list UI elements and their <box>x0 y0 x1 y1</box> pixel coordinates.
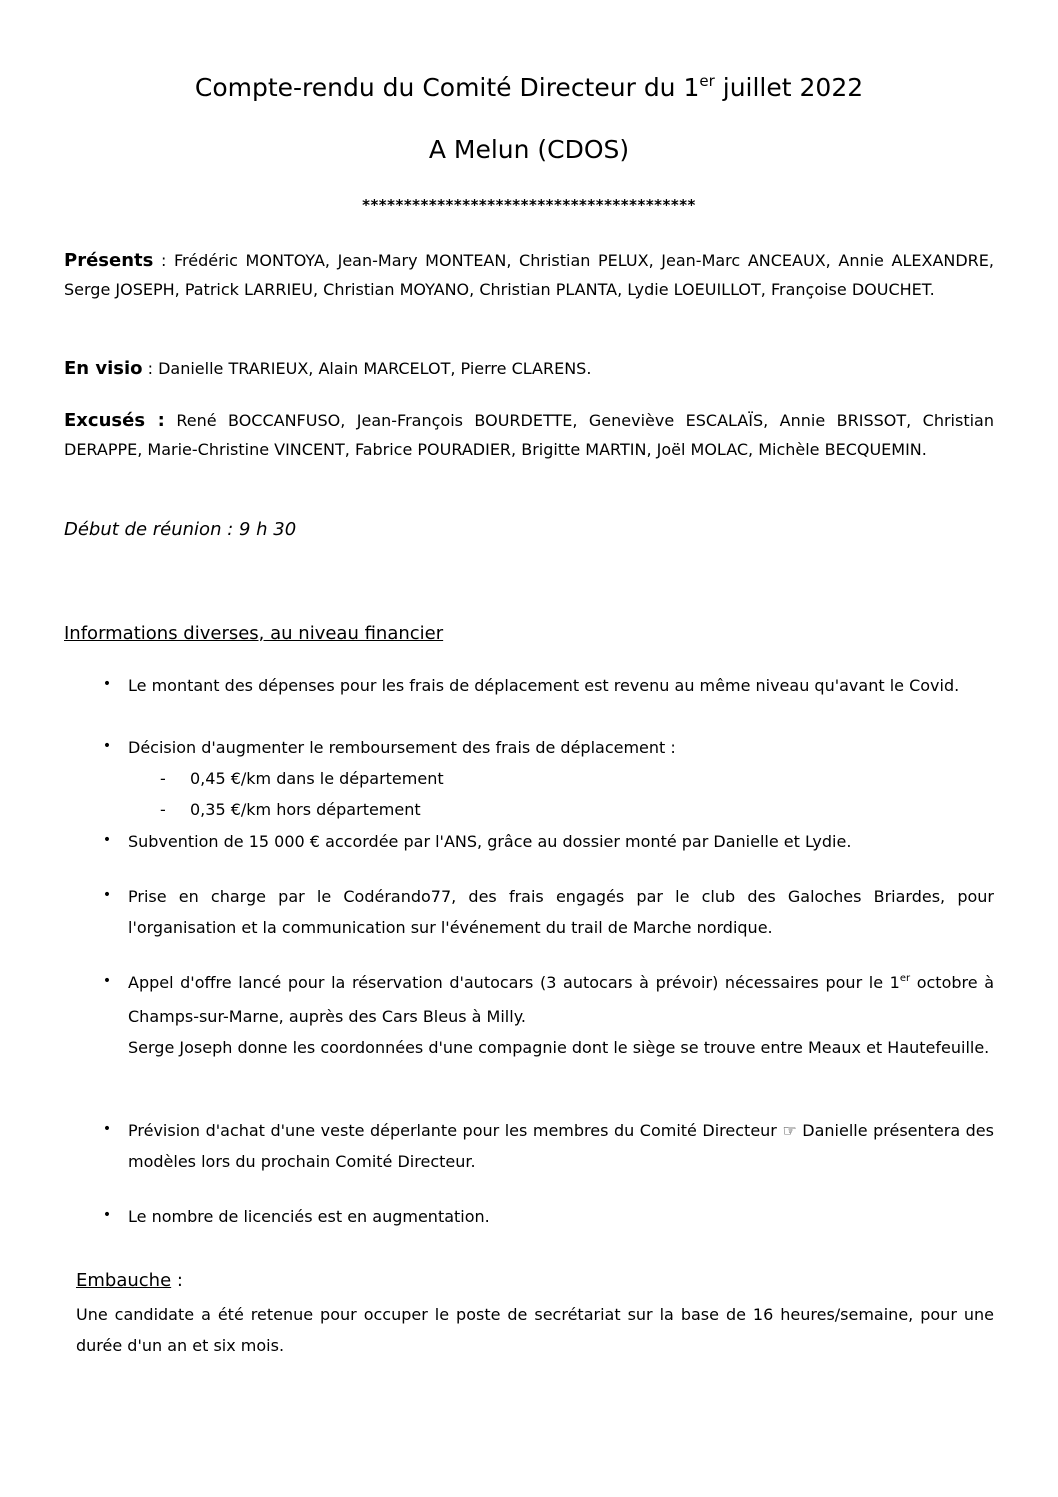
title-superscript: er <box>699 72 715 90</box>
title-text: Compte-rendu du Comité Directeur du 1 <box>194 73 700 102</box>
finance-item-reimbursement: Décision d'augmenter le remboursement des frais de déplacement : <box>128 738 676 757</box>
coaches-contact: Serge Joseph donne les coordonnées d'une compagnie dont le siège se trouve entre Meaux et Hautefeuille. <box>128 1038 990 1057</box>
visio-paragraph <box>64 354 994 383</box>
hiring-text: Une candidate a été retenue pour occuper le poste de secrétariat sur la base de 16 heures/semaine, pour une durée d'un an et six mois. <box>76 1305 994 1355</box>
finance-item-jacket <box>128 1115 994 1177</box>
coaches-superscript: er <box>899 973 911 984</box>
visio-list: : Danielle TRARIEUX, Alain MARCELOT, Pierre CLARENS. <box>142 359 592 378</box>
coaches-date: octobre à Champs-sur-Marne, auprès des Cars Bleus à Milly. <box>128 973 995 1026</box>
bullet-icon: • <box>102 1121 112 1137</box>
coaches-text: Appel d'offre lancé pour la réservation d'autocars (3 autocars à prévoir) nécessaires pour le 1 <box>128 973 900 992</box>
rate-in-department: 0,45 €/km dans le département <box>190 769 444 788</box>
finance-item-expenses: Le montant des dépenses pour les frais de déplacement est revenu au même niveau qu'avant le Covid. <box>128 676 960 695</box>
bullet-icon: • <box>102 887 112 903</box>
excuses-list: René BOCCANFUSO, Jean-François BOURDETTE, Geneviève ESCALAÏS, Annie BRISSOT, Christian DERAPPE, Marie-Christine VINCENT, Fabrice POURADIER, Brigitte MARTIN, Joël MOLAC, Michèle BECQUEMIN. <box>64 411 995 459</box>
pointing-hand-icon: ☞ <box>782 1121 797 1140</box>
meeting-start: Début de réunion : 9 h 30 <box>64 519 297 540</box>
finance-item-licences: Le nombre de licenciés est en augmentation. <box>128 1207 490 1226</box>
finance-heading: Informations diverses, au niveau financier <box>64 623 444 644</box>
bullet-icon: • <box>102 676 112 692</box>
finance-item-coaches <box>128 967 994 1063</box>
title-date: juillet 2022 <box>714 73 864 102</box>
bullet-icon: • <box>102 973 112 989</box>
finance-item-subsidy: Subvention de 15 000 € accordée par l'ANS, grâce au dossier monté par Danielle et Lydie. <box>128 832 852 851</box>
hiring-heading: Embauche <box>76 1270 172 1291</box>
document-title <box>0 73 1058 106</box>
bullet-icon: • <box>102 1207 112 1223</box>
dash-icon: - <box>160 800 166 819</box>
bullet-icon: • <box>102 738 112 754</box>
finance-item-coverage: Prise en charge par le Codérando77, des frais engagés par le club des Galoches Briardes, pour l'organisation et la communication sur l'événement du trail de Marche nordique. <box>128 887 994 937</box>
separator-line: **************************************** <box>362 196 696 214</box>
visio-label: En visio <box>64 358 143 379</box>
presents-label: Présents <box>64 250 154 271</box>
excuses-paragraph <box>64 406 994 464</box>
rate-outside-department: 0,35 €/km hors département <box>190 800 421 819</box>
presents-list: : Frédéric MONTOYA, Jean-Mary MONTEAN, Christian PELUX, Jean-Marc ANCEAUX, Annie ALEXANDRE, Serge JOSEPH, Patrick LARRIEU, Christian MOYANO, Christian PLANTA, Lydie LOEUILLOT, Françoise DOUCHET. <box>64 251 994 299</box>
hiring-heading-colon: : <box>171 1270 183 1291</box>
excuses-label: Excusés : <box>64 410 165 431</box>
dash-icon: - <box>160 769 166 788</box>
hiring-heading-row <box>76 1268 183 1294</box>
bullet-icon: • <box>102 832 112 848</box>
jacket-text: Prévision d'achat d'une veste déperlante pour les membres du Comité Directeur <box>128 1121 777 1140</box>
jacket-followup: Danielle présentera des modèles lors du prochain Comité Directeur. <box>128 1121 994 1171</box>
document-subtitle: A Melun (CDOS) <box>428 135 630 164</box>
presents-paragraph <box>64 246 994 304</box>
